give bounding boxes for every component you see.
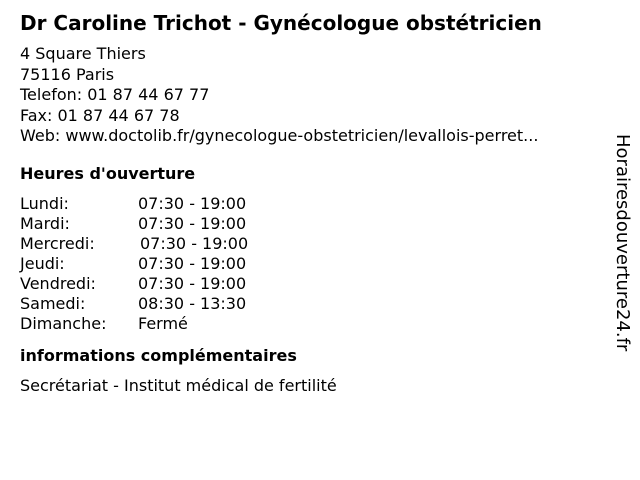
opening-hours-table xyxy=(20,194,600,334)
day-label: Mercredi: xyxy=(20,233,95,253)
hours-row-thursday xyxy=(20,254,600,274)
hours-row-friday xyxy=(20,274,600,294)
day-label: Lundi: xyxy=(20,193,69,213)
site-watermark: Horairesdouverture24.fr xyxy=(612,134,633,352)
day-label: Dimanche: xyxy=(20,313,107,333)
time-value: 08:30 - 13:30 xyxy=(138,293,247,313)
hours-row-sunday xyxy=(20,314,600,334)
address-street: 4 Square Thiers xyxy=(20,44,146,63)
fax-number: Fax: 01 87 44 67 78 xyxy=(20,105,180,125)
time-value: 07:30 - 19:00 xyxy=(138,253,247,273)
day-label: Vendredi: xyxy=(20,273,96,293)
website-link[interactable]: Web: www.doctolib.fr/gynecologue-obstetricien/levallois-perret... xyxy=(20,126,539,145)
address-city: 75116 Paris xyxy=(20,64,115,84)
opening-hours-heading: Heures d'ouverture xyxy=(20,163,196,183)
time-value: 07:30 - 19:00 xyxy=(140,233,249,253)
time-value: Fermé xyxy=(138,313,188,333)
phone-number: Telefon: 01 87 44 67 77 xyxy=(20,85,210,104)
hours-row-tuesday xyxy=(20,214,600,234)
time-value: 07:30 - 19:00 xyxy=(138,213,247,233)
day-label: Samedi: xyxy=(20,293,86,313)
hours-row-monday xyxy=(20,194,600,214)
time-value: 07:30 - 19:00 xyxy=(138,193,247,213)
hours-row-wednesday xyxy=(20,234,600,254)
additional-info-heading: informations complémentaires xyxy=(20,345,297,365)
hours-row-saturday xyxy=(20,294,600,314)
day-label: Jeudi: xyxy=(20,253,65,273)
contact-block xyxy=(20,44,600,147)
additional-info-text: Secrétariat - Institut médical de fertilité xyxy=(20,375,337,395)
time-value: 07:30 - 19:00 xyxy=(138,273,247,293)
listing-card xyxy=(20,10,600,396)
page-title: Dr Caroline Trichot - Gynécologue obstétricien xyxy=(20,11,542,35)
day-label: Mardi: xyxy=(20,213,70,233)
